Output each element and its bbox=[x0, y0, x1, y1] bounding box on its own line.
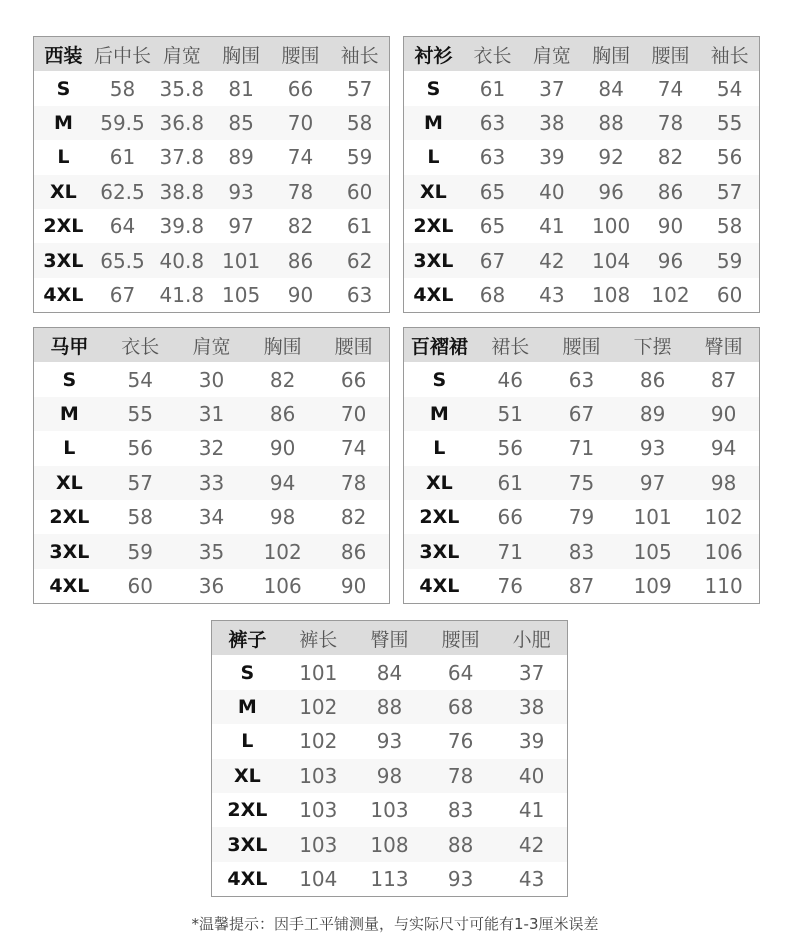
table-row bbox=[404, 278, 760, 313]
measurement-cell: 103 bbox=[283, 827, 354, 861]
measurement-cell: 62 bbox=[330, 243, 389, 277]
measurement-cell: 40 bbox=[496, 759, 567, 793]
measurement-cell: 90 bbox=[641, 209, 700, 243]
table-row bbox=[34, 534, 390, 568]
table-row bbox=[34, 140, 390, 174]
column-header: 胸围 bbox=[211, 37, 270, 72]
table-title-cell: 西装 bbox=[34, 37, 93, 72]
suit-size-table bbox=[33, 36, 390, 313]
measurement-cell: 94 bbox=[688, 431, 759, 465]
vest-size-table bbox=[33, 327, 390, 604]
table-row bbox=[404, 431, 760, 465]
table-row bbox=[404, 569, 760, 604]
measurement-cell: 88 bbox=[581, 106, 640, 140]
column-header: 衣长 bbox=[105, 328, 176, 363]
table-row bbox=[212, 655, 568, 689]
measurement-cell: 57 bbox=[105, 466, 176, 500]
measurement-cell: 54 bbox=[105, 362, 176, 396]
measurement-cell: 78 bbox=[641, 106, 700, 140]
measurement-cell: 46 bbox=[475, 362, 546, 396]
measurement-cell: 76 bbox=[475, 569, 546, 604]
measurement-cell: 63 bbox=[463, 106, 522, 140]
measurement-cell: 58 bbox=[93, 71, 152, 105]
table-row bbox=[404, 500, 760, 534]
column-header: 腰围 bbox=[271, 37, 330, 72]
measurement-cell: 60 bbox=[330, 175, 389, 209]
size-label: 2XL bbox=[404, 209, 463, 243]
measurement-cell: 59 bbox=[330, 140, 389, 174]
measurement-cell: 39 bbox=[522, 140, 581, 174]
measurement-cell: 84 bbox=[581, 71, 640, 105]
measurement-cell: 71 bbox=[475, 534, 546, 568]
pleated-skirt-size-table bbox=[403, 327, 760, 604]
measurement-cell: 93 bbox=[211, 175, 270, 209]
table-row bbox=[34, 569, 390, 604]
measurement-cell: 38 bbox=[496, 690, 567, 724]
measurement-cell: 88 bbox=[425, 827, 496, 861]
measurement-cell: 35 bbox=[176, 534, 247, 568]
measurement-cell: 36.8 bbox=[152, 106, 211, 140]
table-row bbox=[34, 500, 390, 534]
measurement-cell: 98 bbox=[688, 466, 759, 500]
table-header-row bbox=[34, 37, 390, 72]
size-label: XL bbox=[404, 175, 463, 209]
size-label: XL bbox=[34, 466, 105, 500]
measurement-cell: 30 bbox=[176, 362, 247, 396]
size-label: 3XL bbox=[404, 534, 475, 568]
measurement-cell: 68 bbox=[463, 278, 522, 313]
table-row bbox=[34, 106, 390, 140]
measurement-cell: 43 bbox=[522, 278, 581, 313]
measurement-cell: 35.8 bbox=[152, 71, 211, 105]
measurement-cell: 61 bbox=[475, 466, 546, 500]
measurement-cell: 102 bbox=[283, 690, 354, 724]
table-row bbox=[404, 71, 760, 105]
table-row bbox=[212, 793, 568, 827]
measurement-cell: 43 bbox=[496, 862, 567, 897]
size-label: 3XL bbox=[34, 534, 105, 568]
table-row bbox=[34, 243, 390, 277]
table-row bbox=[404, 534, 760, 568]
measurement-cell: 105 bbox=[211, 278, 270, 313]
measurement-cell: 85 bbox=[211, 106, 270, 140]
column-header: 肩宽 bbox=[152, 37, 211, 72]
measurement-cell: 36 bbox=[176, 569, 247, 604]
table-header-row bbox=[404, 37, 760, 72]
table-header-row bbox=[404, 328, 760, 363]
size-label: M bbox=[404, 106, 463, 140]
column-header: 衣长 bbox=[463, 37, 522, 72]
measurement-cell: 61 bbox=[463, 71, 522, 105]
measurement-cell: 103 bbox=[283, 759, 354, 793]
measurement-cell: 101 bbox=[283, 655, 354, 689]
table-row bbox=[34, 466, 390, 500]
column-header: 臀围 bbox=[354, 621, 425, 656]
measurement-cell: 109 bbox=[617, 569, 688, 604]
measurement-cell: 40.8 bbox=[152, 243, 211, 277]
table-row bbox=[34, 362, 390, 396]
measurement-cell: 100 bbox=[581, 209, 640, 243]
measurement-cell: 97 bbox=[211, 209, 270, 243]
column-header: 肩宽 bbox=[522, 37, 581, 72]
measurement-cell: 89 bbox=[211, 140, 270, 174]
column-header: 小肥 bbox=[496, 621, 567, 656]
measurement-cell: 59 bbox=[700, 243, 759, 277]
size-label: 4XL bbox=[34, 278, 93, 313]
measurement-cell: 37.8 bbox=[152, 140, 211, 174]
measurement-cell: 102 bbox=[641, 278, 700, 313]
measurement-cell: 104 bbox=[283, 862, 354, 897]
shirt-size-table bbox=[403, 36, 760, 313]
column-header: 后中长 bbox=[93, 37, 152, 72]
measurement-cell: 59 bbox=[105, 534, 176, 568]
size-label: L bbox=[212, 724, 283, 758]
measurement-cell: 34 bbox=[176, 500, 247, 534]
size-label: M bbox=[404, 397, 475, 431]
measurement-cell: 78 bbox=[271, 175, 330, 209]
measurement-cell: 105 bbox=[617, 534, 688, 568]
measurement-cell: 66 bbox=[475, 500, 546, 534]
measurement-cell: 51 bbox=[475, 397, 546, 431]
size-label: L bbox=[404, 140, 463, 174]
column-header: 腰围 bbox=[641, 37, 700, 72]
size-label: L bbox=[34, 140, 93, 174]
column-header: 腰围 bbox=[546, 328, 617, 363]
table-row bbox=[404, 209, 760, 243]
measurement-cell: 74 bbox=[271, 140, 330, 174]
table-title-cell: 马甲 bbox=[34, 328, 105, 363]
size-label: 2XL bbox=[212, 793, 283, 827]
measurement-cell: 67 bbox=[463, 243, 522, 277]
table-row bbox=[212, 724, 568, 758]
size-label: L bbox=[34, 431, 105, 465]
measurement-cell: 70 bbox=[271, 106, 330, 140]
measurement-cell: 74 bbox=[318, 431, 389, 465]
measurement-cell: 54 bbox=[700, 71, 759, 105]
column-header: 下摆 bbox=[617, 328, 688, 363]
size-label: XL bbox=[404, 466, 475, 500]
table-title-cell: 衬衫 bbox=[404, 37, 463, 72]
table-row bbox=[212, 690, 568, 724]
measurement-cell: 71 bbox=[546, 431, 617, 465]
measurement-cell: 64 bbox=[93, 209, 152, 243]
measurement-cell: 86 bbox=[617, 362, 688, 396]
measurement-cell: 57 bbox=[700, 175, 759, 209]
measurement-cell: 103 bbox=[283, 793, 354, 827]
measurement-cell: 90 bbox=[688, 397, 759, 431]
measurement-cell: 58 bbox=[330, 106, 389, 140]
measurement-cell: 37 bbox=[522, 71, 581, 105]
measurement-cell: 103 bbox=[354, 793, 425, 827]
table-row bbox=[404, 466, 760, 500]
table-row bbox=[212, 862, 568, 897]
size-label: M bbox=[212, 690, 283, 724]
measurement-cell: 104 bbox=[581, 243, 640, 277]
size-label: 4XL bbox=[212, 862, 283, 897]
measurement-cell: 93 bbox=[354, 724, 425, 758]
column-header: 袖长 bbox=[700, 37, 759, 72]
measurement-cell: 101 bbox=[617, 500, 688, 534]
measurement-cell: 98 bbox=[354, 759, 425, 793]
measurement-cell: 82 bbox=[247, 362, 318, 396]
column-header: 裙长 bbox=[475, 328, 546, 363]
column-header: 臀围 bbox=[688, 328, 759, 363]
size-label: S bbox=[404, 362, 475, 396]
measurement-cell: 88 bbox=[354, 690, 425, 724]
table-header-row bbox=[34, 328, 390, 363]
size-label: S bbox=[212, 655, 283, 689]
measurement-cell: 70 bbox=[318, 397, 389, 431]
size-label: XL bbox=[34, 175, 93, 209]
measurement-cell: 87 bbox=[688, 362, 759, 396]
measurement-cell: 42 bbox=[522, 243, 581, 277]
measurement-cell: 65 bbox=[463, 175, 522, 209]
measurement-cell: 65 bbox=[463, 209, 522, 243]
measurement-note: *温馨提示：因手工平铺测量，与实际尺寸可能有1-3厘米误差 bbox=[191, 915, 599, 933]
size-label: XL bbox=[212, 759, 283, 793]
table-row bbox=[34, 209, 390, 243]
measurement-cell: 61 bbox=[330, 209, 389, 243]
measurement-cell: 83 bbox=[425, 793, 496, 827]
measurement-cell: 93 bbox=[617, 431, 688, 465]
measurement-cell: 86 bbox=[318, 534, 389, 568]
measurement-cell: 57 bbox=[330, 71, 389, 105]
measurement-cell: 55 bbox=[105, 397, 176, 431]
column-header: 肩宽 bbox=[176, 328, 247, 363]
size-label: 3XL bbox=[34, 243, 93, 277]
measurement-cell: 39 bbox=[496, 724, 567, 758]
measurement-cell: 98 bbox=[247, 500, 318, 534]
measurement-cell: 82 bbox=[318, 500, 389, 534]
measurement-cell: 96 bbox=[581, 175, 640, 209]
column-header: 腰围 bbox=[318, 328, 389, 363]
table-title-cell: 百褶裙 bbox=[404, 328, 475, 363]
size-label: S bbox=[34, 71, 93, 105]
measurement-cell: 89 bbox=[617, 397, 688, 431]
table-row bbox=[404, 362, 760, 396]
measurement-cell: 106 bbox=[688, 534, 759, 568]
measurement-cell: 82 bbox=[271, 209, 330, 243]
measurement-cell: 31 bbox=[176, 397, 247, 431]
size-label: S bbox=[34, 362, 105, 396]
measurement-cell: 94 bbox=[247, 466, 318, 500]
measurement-cell: 58 bbox=[700, 209, 759, 243]
measurement-cell: 41 bbox=[522, 209, 581, 243]
measurement-cell: 68 bbox=[425, 690, 496, 724]
size-label: 3XL bbox=[212, 827, 283, 861]
measurement-cell: 92 bbox=[581, 140, 640, 174]
column-header: 胸围 bbox=[581, 37, 640, 72]
table-row bbox=[34, 397, 390, 431]
table-row bbox=[212, 827, 568, 861]
measurement-cell: 108 bbox=[581, 278, 640, 313]
measurement-cell: 60 bbox=[105, 569, 176, 604]
measurement-cell: 65.5 bbox=[93, 243, 152, 277]
measurement-cell: 86 bbox=[271, 243, 330, 277]
measurement-cell: 90 bbox=[271, 278, 330, 313]
table-row bbox=[404, 106, 760, 140]
measurement-cell: 102 bbox=[247, 534, 318, 568]
measurement-cell: 97 bbox=[617, 466, 688, 500]
size-label: 2XL bbox=[404, 500, 475, 534]
column-header: 腰围 bbox=[425, 621, 496, 656]
measurement-cell: 64 bbox=[425, 655, 496, 689]
table-row bbox=[212, 759, 568, 793]
measurement-cell: 55 bbox=[700, 106, 759, 140]
table-row bbox=[34, 175, 390, 209]
measurement-cell: 108 bbox=[354, 827, 425, 861]
measurement-cell: 62.5 bbox=[93, 175, 152, 209]
measurement-cell: 74 bbox=[641, 71, 700, 105]
measurement-cell: 32 bbox=[176, 431, 247, 465]
measurement-cell: 63 bbox=[546, 362, 617, 396]
measurement-cell: 90 bbox=[247, 431, 318, 465]
size-label: 4XL bbox=[34, 569, 105, 604]
measurement-cell: 60 bbox=[700, 278, 759, 313]
table-row bbox=[404, 175, 760, 209]
measurement-cell: 63 bbox=[463, 140, 522, 174]
size-label: 4XL bbox=[404, 569, 475, 604]
table-row bbox=[34, 278, 390, 313]
measurement-cell: 56 bbox=[475, 431, 546, 465]
measurement-cell: 66 bbox=[318, 362, 389, 396]
measurement-cell: 61 bbox=[93, 140, 152, 174]
measurement-cell: 93 bbox=[425, 862, 496, 897]
measurement-cell: 40 bbox=[522, 175, 581, 209]
table-header-row bbox=[212, 621, 568, 656]
size-label: S bbox=[404, 71, 463, 105]
measurement-cell: 87 bbox=[546, 569, 617, 604]
measurement-cell: 106 bbox=[247, 569, 318, 604]
column-header: 胸围 bbox=[247, 328, 318, 363]
measurement-cell: 113 bbox=[354, 862, 425, 897]
measurement-cell: 56 bbox=[700, 140, 759, 174]
measurement-cell: 56 bbox=[105, 431, 176, 465]
size-label: L bbox=[404, 431, 475, 465]
measurement-cell: 37 bbox=[496, 655, 567, 689]
measurement-cell: 78 bbox=[425, 759, 496, 793]
measurement-cell: 39.8 bbox=[152, 209, 211, 243]
measurement-cell: 63 bbox=[330, 278, 389, 313]
measurement-cell: 86 bbox=[641, 175, 700, 209]
measurement-cell: 110 bbox=[688, 569, 759, 604]
measurement-cell: 86 bbox=[247, 397, 318, 431]
measurement-cell: 82 bbox=[641, 140, 700, 174]
column-header: 裤长 bbox=[283, 621, 354, 656]
measurement-cell: 75 bbox=[546, 466, 617, 500]
measurement-cell: 42 bbox=[496, 827, 567, 861]
size-label: 2XL bbox=[34, 209, 93, 243]
measurement-cell: 90 bbox=[318, 569, 389, 604]
table-row bbox=[34, 71, 390, 105]
size-label: 4XL bbox=[404, 278, 463, 313]
measurement-cell: 81 bbox=[211, 71, 270, 105]
measurement-cell: 67 bbox=[93, 278, 152, 313]
size-label: 3XL bbox=[404, 243, 463, 277]
table-title-cell: 裤子 bbox=[212, 621, 283, 656]
measurement-cell: 79 bbox=[546, 500, 617, 534]
measurement-cell: 102 bbox=[283, 724, 354, 758]
measurement-cell: 83 bbox=[546, 534, 617, 568]
table-row bbox=[404, 140, 760, 174]
column-header: 袖长 bbox=[330, 37, 389, 72]
table-row bbox=[404, 397, 760, 431]
measurement-cell: 78 bbox=[318, 466, 389, 500]
measurement-cell: 38 bbox=[522, 106, 581, 140]
table-row bbox=[404, 243, 760, 277]
measurement-cell: 101 bbox=[211, 243, 270, 277]
measurement-cell: 38.8 bbox=[152, 175, 211, 209]
measurement-cell: 102 bbox=[688, 500, 759, 534]
size-label: 2XL bbox=[34, 500, 105, 534]
measurement-cell: 66 bbox=[271, 71, 330, 105]
table-row bbox=[34, 431, 390, 465]
measurement-cell: 41.8 bbox=[152, 278, 211, 313]
size-label: M bbox=[34, 397, 105, 431]
pants-size-table bbox=[211, 620, 568, 897]
measurement-cell: 33 bbox=[176, 466, 247, 500]
measurement-cell: 76 bbox=[425, 724, 496, 758]
measurement-cell: 59.5 bbox=[93, 106, 152, 140]
size-label: M bbox=[34, 106, 93, 140]
measurement-cell: 67 bbox=[546, 397, 617, 431]
measurement-cell: 58 bbox=[105, 500, 176, 534]
measurement-cell: 41 bbox=[496, 793, 567, 827]
measurement-cell: 96 bbox=[641, 243, 700, 277]
measurement-cell: 84 bbox=[354, 655, 425, 689]
